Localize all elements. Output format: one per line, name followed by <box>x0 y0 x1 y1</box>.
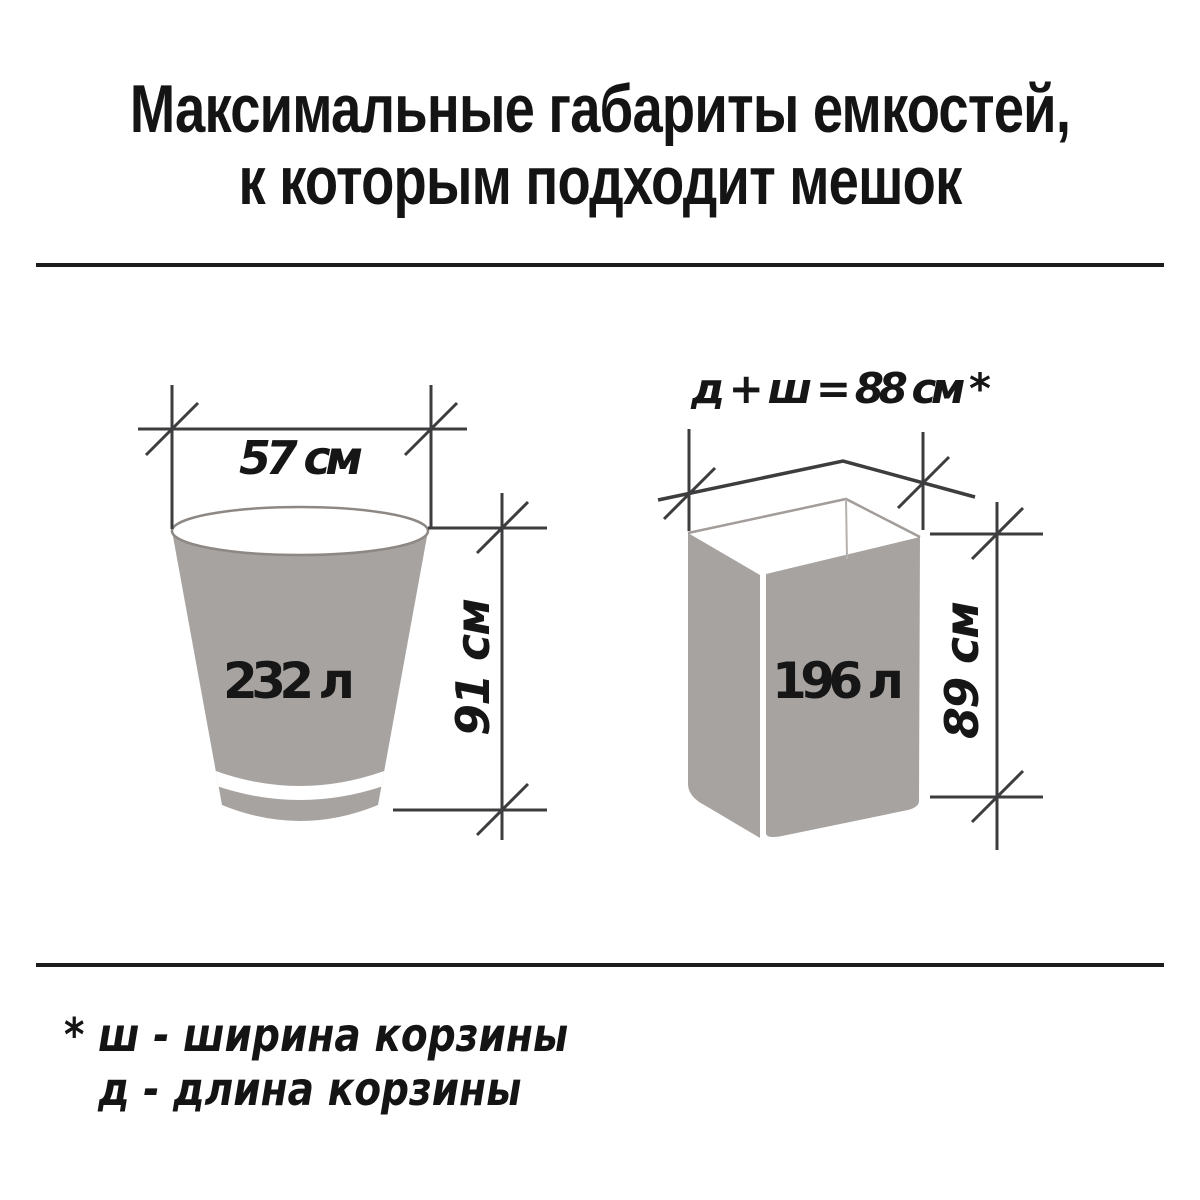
footnote-line-2: д - длина корзины <box>98 1062 522 1116</box>
bucket-width-label: 57 см <box>239 431 363 485</box>
basket-dimension-sum-label: д + ш = 88 см * <box>691 364 991 413</box>
divider-top <box>36 263 1164 267</box>
page-title <box>120 73 1080 217</box>
dimensions-diagram <box>0 300 1200 940</box>
footnote <box>64 1008 568 1116</box>
bucket-volume-label: 232 л <box>223 652 355 710</box>
basket-height-label: 89 см <box>935 601 989 739</box>
title-line-2: к которым подходит мешок <box>238 143 962 219</box>
bucket-rim-opening <box>172 507 428 555</box>
basket-rim-edges <box>688 499 920 537</box>
bucket-height-label: 91 см <box>446 598 500 736</box>
basket-volume-label: 196 л <box>772 652 904 710</box>
basket-inner-back-edge <box>846 499 847 559</box>
title-line-1: Максимальные габариты емкостей, <box>129 71 1071 147</box>
bucket-figure <box>138 385 547 840</box>
basket-left-face <box>688 533 760 838</box>
basket-perimeter-dimension <box>658 364 991 531</box>
basket-height-dimension <box>930 502 1043 850</box>
divider-bottom <box>36 963 1164 967</box>
footnote-line-1: * ш - ширина корзины <box>64 1008 569 1062</box>
basket-figure <box>658 364 1043 850</box>
